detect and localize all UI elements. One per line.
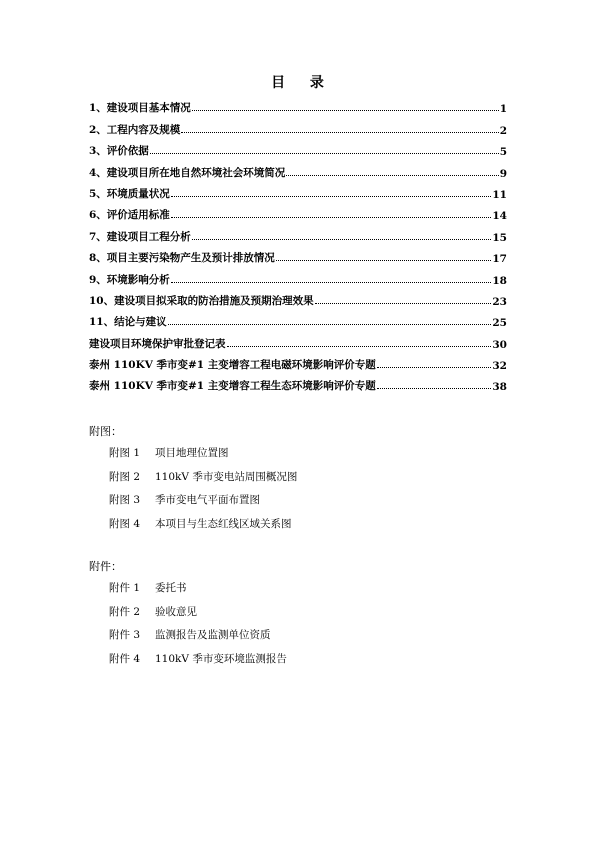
attachment-number: 附件 3 xyxy=(109,629,141,642)
attachments-heading: 附件： xyxy=(89,560,122,573)
dot-leader xyxy=(171,282,492,283)
toc-entry[interactable] xyxy=(89,180,507,201)
figure-title: 110kV 季市变电站周围概况图 xyxy=(155,470,298,483)
list-item[interactable] xyxy=(109,576,287,600)
figure-title: 项目地理位置图 xyxy=(155,447,229,460)
dot-leader xyxy=(377,388,492,389)
figure-number: 附图 4 xyxy=(109,518,141,531)
attachment-number: 附件 2 xyxy=(109,605,141,618)
toc-title: 目 录 xyxy=(271,75,334,91)
toc-entry-label: 泰州 110KV 季市变#1 主变增容工程生态环境影响评价专题 xyxy=(89,380,376,393)
toc-entry[interactable] xyxy=(89,372,507,393)
toc-entry-label: 4、建设项目所在地自然环境社会环境简况 xyxy=(89,166,286,179)
toc-entry[interactable] xyxy=(89,201,507,222)
toc-entry-page: 32 xyxy=(492,360,507,373)
toc-entry[interactable] xyxy=(89,115,507,136)
toc-entry[interactable] xyxy=(89,222,507,243)
toc-entry-page: 25 xyxy=(492,317,507,330)
attachment-number: 附件 4 xyxy=(109,653,141,666)
attachments-list xyxy=(109,576,287,670)
toc-entry-label: 7、建设项目工程分析 xyxy=(89,230,191,243)
list-item[interactable] xyxy=(109,623,287,647)
figures-heading: 附图： xyxy=(89,425,122,438)
list-item[interactable] xyxy=(109,512,297,536)
dot-leader xyxy=(192,239,492,240)
attachment-title: 验收意见 xyxy=(155,605,197,618)
dot-leader xyxy=(171,217,492,218)
toc-entry[interactable] xyxy=(89,351,507,372)
dot-leader xyxy=(377,367,492,368)
toc-entry-label: 8、项目主要污染物产生及预计排放情况 xyxy=(89,252,275,265)
dot-leader xyxy=(168,324,492,325)
dot-leader xyxy=(227,346,492,347)
toc-entry-label: 1、建设项目基本情况 xyxy=(89,102,191,115)
figure-title: 季市变电气平面布置图 xyxy=(155,494,260,507)
toc-entry-page: 9 xyxy=(499,167,507,180)
toc-entry-page: 23 xyxy=(492,295,507,308)
toc-entry[interactable] xyxy=(89,287,507,308)
toc-entry-page: 18 xyxy=(492,274,507,287)
toc-entry-label: 9、环境影响分析 xyxy=(89,273,170,286)
attachment-title: 委托书 xyxy=(155,582,187,595)
figure-number: 附图 1 xyxy=(109,447,141,460)
toc-entry[interactable] xyxy=(89,158,507,179)
toc-entry-label: 3、评价依据 xyxy=(89,145,149,158)
list-item[interactable] xyxy=(109,441,297,465)
list-item[interactable] xyxy=(109,465,297,489)
list-item[interactable] xyxy=(109,647,287,671)
toc-entry-page: 2 xyxy=(499,124,507,137)
dot-leader xyxy=(276,260,492,261)
dot-leader xyxy=(315,303,492,304)
toc-entry-label: 11、结论与建议 xyxy=(89,316,167,329)
list-item[interactable] xyxy=(109,488,297,512)
toc-entry-page: 1 xyxy=(499,103,507,116)
toc-entry-label: 5、环境质量状况 xyxy=(89,187,170,200)
toc-entry-label: 建设项目环境保护审批登记表 xyxy=(89,337,226,350)
toc-entry[interactable] xyxy=(89,137,507,158)
toc-entry-page: 38 xyxy=(492,381,507,394)
toc-entry-page: 15 xyxy=(492,231,507,244)
toc-entry-page: 14 xyxy=(492,210,507,223)
toc-entry-page: 11 xyxy=(492,188,507,201)
toc-entry[interactable] xyxy=(89,94,507,115)
figure-number: 附图 2 xyxy=(109,470,141,483)
dot-leader xyxy=(181,132,498,133)
toc-entry-page: 30 xyxy=(492,338,507,351)
toc-entry[interactable] xyxy=(89,244,507,265)
dot-leader xyxy=(286,175,498,176)
dot-leader xyxy=(192,110,499,111)
toc-entry-label: 2、工程内容及规模 xyxy=(89,123,181,136)
attachment-number: 附件 1 xyxy=(109,582,141,595)
toc-entry-label: 6、评价适用标准 xyxy=(89,209,170,222)
toc-entry-page: 5 xyxy=(499,146,507,159)
toc-entry[interactable] xyxy=(89,329,507,350)
toc-entry[interactable] xyxy=(89,308,507,329)
toc-entry-label: 泰州 110KV 季市变#1 主变增容工程电磁环境影响评价专题 xyxy=(89,359,376,372)
toc-entry-label: 10、建设项目拟采取的防治措施及预期治理效果 xyxy=(89,294,314,307)
list-item[interactable] xyxy=(109,600,287,624)
toc-entry-page: 17 xyxy=(492,253,507,266)
figure-title: 本项目与生态红线区域关系图 xyxy=(155,518,292,531)
toc-entry[interactable] xyxy=(89,265,507,286)
dot-leader xyxy=(171,196,492,197)
attachment-title: 110kV 季市变环境监测报告 xyxy=(155,653,287,666)
table-of-contents xyxy=(89,94,507,393)
dot-leader xyxy=(150,153,499,154)
figure-number: 附图 3 xyxy=(109,494,141,507)
attachment-title: 监测报告及监测单位资质 xyxy=(155,629,271,642)
figures-list xyxy=(109,441,297,535)
